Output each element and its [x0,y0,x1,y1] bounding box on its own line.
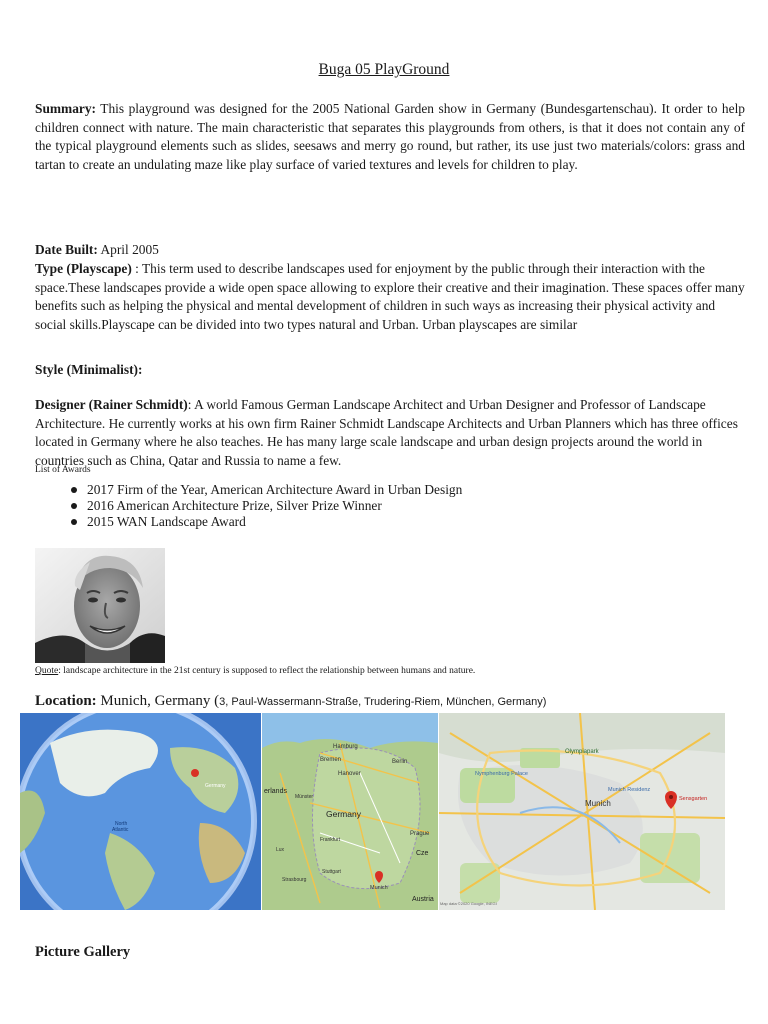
location-line [35,692,546,710]
svg-text:Atlantic: Atlantic [112,827,129,833]
quote-line [35,665,735,677]
svg-text:Frankfurt: Frankfurt [320,837,341,843]
designer-paragraph [35,396,745,470]
svg-text:Hamburg: Hamburg [333,744,358,750]
award-item: 2016 American Architecture Prize, Silver Prize Winner [35,498,735,514]
bullet-icon [71,487,77,493]
summary-paragraph [35,100,745,174]
svg-text:Olympiapark: Olympiapark [565,749,599,755]
date-built-value: April 2005 [97,242,159,257]
svg-text:Munich: Munich [370,885,388,891]
type-paragraph [35,260,745,334]
svg-text:Lux: Lux [276,847,285,853]
type-text: : This term used to describe landscapes used for enjoyment by the public through their interaction with the space.These landscapes provide a wide open space allowing to explore their creative and their imagination. These spaces offer many benefits such as helping the physical and mental development of children in such ways as increasing their physical activity and social skills.Playscape can be divided into two types natural and Urban. Urban playscapes are similar [35,261,745,332]
svg-text:Bremen: Bremen [320,757,342,763]
designer-text: : A world Famous German Landscape Architect and Urban Designer and Professor of Landscape Architecture. He currently works at his own firm Rainer Schmidt Landscape Architects and Urban Planners which has three offices located in Germany where he also teaches. He has many large scale landscape and urban design projects around the world in countries such as China, Qatar and Russia to name a few. [35,397,738,468]
bullet-icon [71,503,77,509]
designer-label: Designer (Rainer Schmidt) [35,397,188,412]
svg-text:Münster: Münster [295,794,314,800]
document-title: Buga 05 PlayGround [318,61,450,78]
svg-text:Prague: Prague [410,831,430,837]
munich-map [439,713,725,910]
svg-text:North: North [115,821,128,827]
svg-text:Strasbourg: Strasbourg [282,877,307,883]
designer-portrait [35,548,165,663]
style-line [35,361,745,380]
awards-heading: List of Awards [35,465,91,475]
svg-text:erlands: erlands [264,788,287,795]
svg-text:Nymphenburg Palace: Nymphenburg Palace [475,771,528,777]
quote-label: Quote [35,666,59,676]
award-item: 2015 WAN Landscape Award [35,514,735,530]
picture-gallery-heading: Picture Gallery [35,944,131,960]
location-address: 3, Paul-Wassermann-Straße, Trudering-Riem, München, Germany) [219,696,547,708]
globe-marker-icon [191,769,199,777]
svg-text:Germany: Germany [205,783,226,789]
germany-map [262,713,438,910]
location-maps [20,713,725,910]
location-city: Munich, Germany ( [96,693,220,709]
svg-text:Germany: Germany [326,809,361,819]
svg-text:Hanover: Hanover [338,771,361,777]
summary-text: This playground was designed for the 2005 National Garden show in Germany (Bundesgartenschau). It order to help children connect with nature. The main characteristic that separates this playgrounds from others, is that it does not contain any of the typical playground elements such as slides, seesaws and merry go round, but rather, its use just two materials/colors: grass and tartan to create an undulating maze like play surface of varied textures and levels for children to play. [35,101,745,172]
svg-text:Cze: Cze [416,850,429,857]
svg-text:Map data ©2020 Google, INEGI: Map data ©2020 Google, INEGI [440,901,497,906]
date-built-label: Date Built: [35,242,98,257]
type-label: Type (Playscape) [35,261,132,276]
date-built [35,241,745,260]
awards-list [35,482,735,530]
svg-text:Stuttgart: Stuttgart [322,869,341,875]
svg-text:Munich: Munich [585,799,611,808]
svg-text:Austria: Austria [412,896,434,903]
svg-text:Sensgarten: Sensgarten [679,796,708,802]
bullet-icon [71,519,77,525]
location-label: Location: [35,693,97,709]
summary-label: Summary: [35,101,96,116]
globe-map [20,713,261,910]
style-label: Style (Minimalist): [35,362,143,377]
quote-text: : landscape architecture in the 21st century is supposed to reflect the relationship between humans and nature. [58,666,476,676]
award-item: 2017 Firm of the Year, American Architecture Award in Urban Design [35,482,735,498]
svg-text:Berlin: Berlin [392,759,408,765]
svg-text:Munich Residenz: Munich Residenz [608,787,651,793]
